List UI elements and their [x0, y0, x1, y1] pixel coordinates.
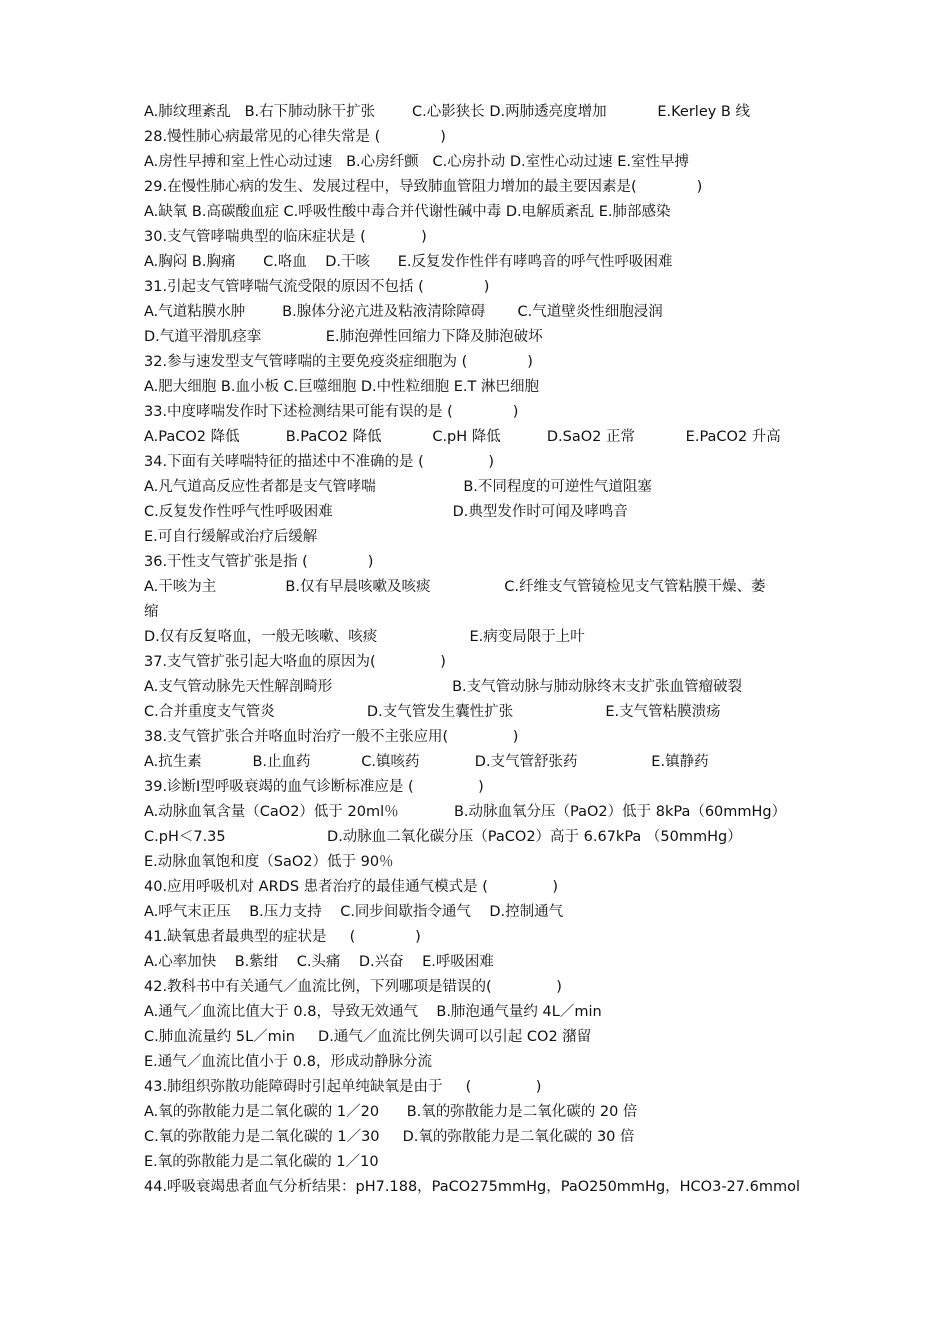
text-line: C.合并重度支气管炎 D.支气管发生囊性扩张 E.支气管粘膜溃疡	[144, 704, 721, 720]
text-line: 30.支气管哮喘典型的临床症状是 ( )	[144, 229, 427, 245]
text-line: 32.参与速发型支气管哮喘的主要免疫炎症细胞为 ( )	[144, 354, 533, 370]
text-line: 43.肺组织弥散功能障碍时引起单纯缺氧是由于 ( )	[144, 1079, 542, 1095]
text-line: 缩	[144, 604, 159, 620]
text-line: A.肺纹理紊乱 B.右下肺动脉干扩张 C.心影狭长 D.两肺透亮度增加 E.Kerley B 线	[144, 104, 750, 120]
text-line: A.心率加快 B.紫绀 C.头痛 D.兴奋 E.呼吸困难	[144, 954, 494, 970]
text-line: 42.教科书中有关通气／血流比例，下列哪项是错误的( )	[144, 979, 562, 995]
question-list	[144, 100, 824, 1200]
text-line: C.pH＜7.35 D.动脉血二氧化碳分压（PaCO2）高于 6.67kPa （50mmHg）	[144, 829, 742, 845]
text-line: A.肥大细胞 B.血小板 C.巨噬细胞 D.中性粒细胞 E.T 淋巴细胞	[144, 379, 540, 395]
text-line: C.肺血流量约 5L／min D.通气／血流比例失调可以引起 CO2 潴留	[144, 1029, 592, 1045]
text-line: A.PaCO2 降低 B.PaCO2 降低 C.pH 降低 D.SaO2 正常 E.PaCO2 升高	[144, 429, 781, 445]
text-line: E.通气／血流比值小于 0.8，形成动静脉分流	[144, 1054, 432, 1070]
text-line: 41.缺氧患者最典型的症状是 ( )	[144, 929, 421, 945]
text-line: A.凡气道高反应性者都是支气管哮喘 B.不同程度的可逆性气道阻塞	[144, 479, 652, 495]
text-line: 44.呼吸衰竭患者血气分析结果：pH7.188，PaCO275mmHg，PaO250mmHg，HCO3-27.6mmol	[144, 1179, 800, 1195]
text-line: A.气道粘膜水肿 B.腺体分泌亢进及粘液清除障碍 C.气道壁炎性细胞浸润	[144, 304, 663, 320]
text-line: 31.引起支气管哮喘气流受限的原因不包括 ( )	[144, 279, 490, 295]
text-line: A.干咳为主 B.仅有早晨咳嗽及咳痰 C.纤维支气管镜检见支气管粘膜干燥、萎	[144, 579, 766, 595]
text-line: D.气道平滑肌痉挛 E.肺泡弹性回缩力下降及肺泡破坏	[144, 329, 543, 345]
text-line: A.呼气末正压 B.压力支持 C.同步间歇指令通气 D.控制通气	[144, 904, 564, 920]
text-line: E.可自行缓解或治疗后缓解	[144, 529, 318, 545]
text-line: A.抗生素 B.止血药 C.镇咳药 D.支气管舒张药 E.镇静药	[144, 754, 709, 770]
text-line: 39.诊断Ⅰ型呼吸衰竭的血气诊断标准应是 ( )	[144, 779, 484, 795]
text-line: 29.在慢性肺心病的发生、发展过程中，导致肺血管阻力增加的最主要因素是( )	[144, 179, 703, 195]
text-line: A.氧的弥散能力是二氧化碳的 1／20 B.氧的弥散能力是二氧化碳的 20 倍	[144, 1104, 638, 1120]
text-line: 38.支气管扩张合并咯血时治疗一般不主张应用( )	[144, 729, 519, 745]
text-line: D.仅有反复咯血，一般无咳嗽、咳痰 E.病变局限于上叶	[144, 629, 585, 645]
text-line: E.氧的弥散能力是二氧化碳的 1／10	[144, 1154, 379, 1170]
text-line: 40.应用呼吸机对 ARDS 患者治疗的最佳通气模式是 ( )	[144, 879, 559, 895]
text-line: 34.下面有关哮喘特征的描述中不准确的是 ( )	[144, 454, 495, 470]
text-line: A.支气管动脉先天性解剖畸形 B.支气管动脉与肺动脉终末支扩张血管瘤破裂	[144, 679, 743, 695]
text-line: A.胸闷 B.胸痛 C.咯血 D.干咳 E.反复发作性伴有哮鸣音的呼气性呼吸困难	[144, 254, 673, 270]
text-line: C.氧的弥散能力是二氧化碳的 1／30 D.氧的弥散能力是二氧化碳的 30 倍	[144, 1129, 635, 1145]
text-line: 36.干性支气管扩张是指 ( )	[144, 554, 374, 570]
text-line: A.缺氧 B.高碳酸血症 C.呼吸性酸中毒合并代谢性碱中毒 D.电解质紊乱 E.肺部感染	[144, 204, 671, 220]
text-line: C.反复发作性呼气性呼吸困难 D.典型发作时可闻及哮鸣音	[144, 504, 628, 520]
text-line: E.动脉血氧饱和度（SaO2）低于 90％	[144, 854, 394, 870]
text-line: A.动脉血氧含量（CaO2）低于 20ml％ B.动脉血氧分压（PaO2）低于 8kPa（60mmHg）	[144, 804, 787, 820]
text-line: 33.中度哮喘发作时下述检测结果可能有误的是 ( )	[144, 404, 519, 420]
text-line: 37.支气管扩张引起大咯血的原因为( )	[144, 654, 446, 670]
text-line: A.房性早搏和室上性心动过速 B.心房纤颤 C.心房扑动 D.室性心动过速 E.室性早搏	[144, 154, 689, 170]
text-line: A.通气／血流比值大于 0.8，导致无效通气 B.肺泡通气量约 4L／min	[144, 1004, 602, 1020]
text-line: 28.慢性肺心病最常见的心律失常是 ( )	[144, 129, 446, 145]
